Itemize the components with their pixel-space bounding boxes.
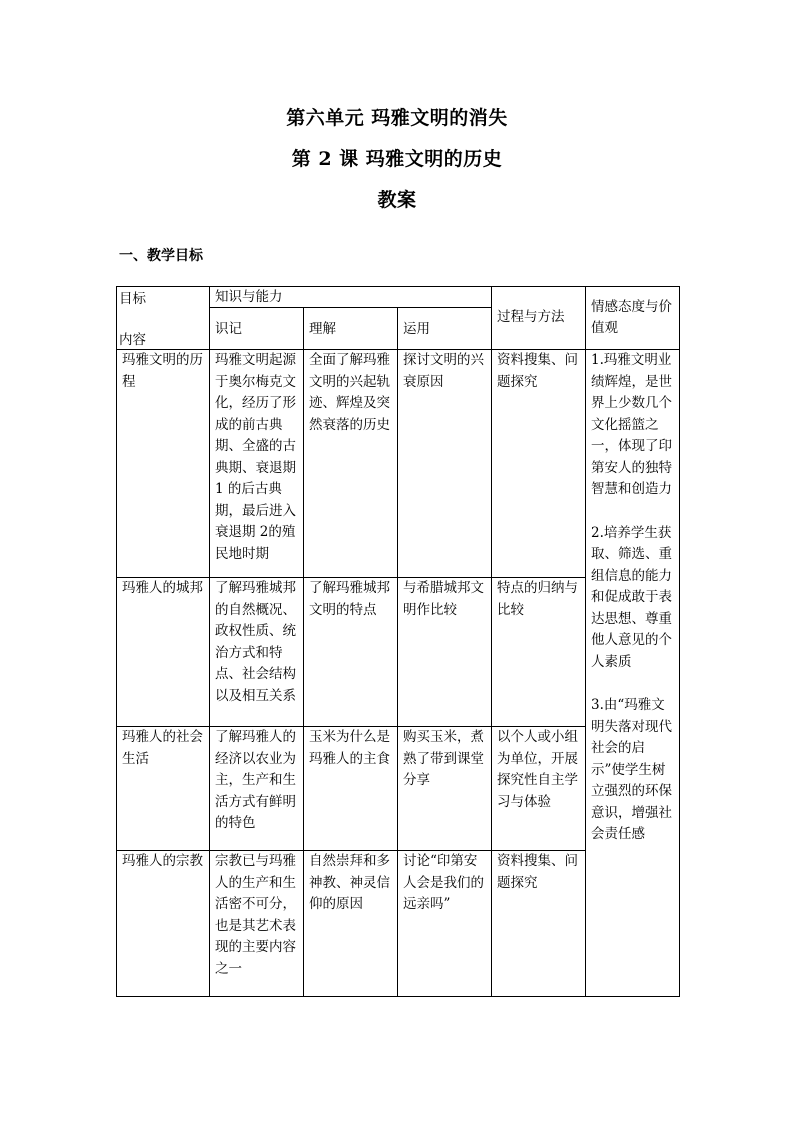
row-apply-cell: 讨论“印第安人会是我们的远亲吗” (398, 851, 492, 997)
lesson-title: 第 2 课 玛雅文明的历史 (291, 148, 503, 170)
row-apply-cell: 探讨文明的兴衰原因 (398, 350, 492, 578)
header-emotion-values: 情感态度与价值观 (586, 287, 680, 350)
header-knowledge-ability: 知识与能力 (210, 287, 492, 308)
row-process-cell: 资料搜集、问题探究 (492, 350, 586, 578)
row-memorize-cell: 了解玛雅人的经济以农业为主，生产和生活方式有鲜明的特色 (210, 727, 304, 851)
row-memorize-cell: 玛雅文明起源于奥尔梅克文化，经历了形成的前古典期、全盛的古典期、衰退期 1 的后古典期，最后进入衰退期 2的殖民地时期 (210, 350, 304, 578)
unit-title: 第六单元 玛雅文明的消失 (286, 107, 508, 129)
header-understand: 理解 (304, 308, 398, 350)
row-apply-cell: 与希腊城邦文明作比较 (398, 578, 492, 727)
row-understand-cell: 自然崇拜和多神教、神灵信仰的原因 (304, 851, 398, 997)
row-memorize-cell: 了解玛雅城邦的自然概况、政权性质、统治方式和特点、社会结构以及相互关系 (210, 578, 304, 727)
row-understand-cell: 了解玛雅城邦文明的特点 (304, 578, 398, 727)
section-heading-teaching-objectives: 一、教学目标 (119, 248, 203, 264)
row-content-cell: 玛雅人的社会生活 (117, 727, 210, 851)
row-understand-cell: 玉米为什么是玛雅人的主食 (304, 727, 398, 851)
header-process-method: 过程与方法 (492, 287, 586, 350)
header-goal-label: 目标 (119, 291, 146, 307)
emotion-goal-2: 2.培养学生获取、筛选、重组信息的能力和促成敢于表达思想、尊重他人意见的个人素质 (591, 524, 673, 670)
row-memorize-cell: 宗教已与玛雅人的生产和生活密不可分，也是其艺术表现的主要内容之一 (210, 851, 304, 997)
row-apply-cell: 购买玉米，煮熟了带到课堂分享 (398, 727, 492, 851)
row-content-cell: 玛雅人的宗教 (117, 851, 210, 997)
row-content-cell: 玛雅文明的历程 (117, 350, 210, 578)
row-process-cell: 以个人或小组为单位，开展探究性自主学习与体验 (492, 727, 586, 851)
row-understand-cell: 全面了解玛雅文明的兴起轨迹、辉煌及突然衰落的历史 (304, 350, 398, 578)
row-process-cell: 特点的归纳与比较 (492, 578, 586, 727)
header-content-label: 内容 (119, 332, 146, 348)
teaching-objectives-table (116, 286, 680, 997)
row-content-cell: 玛雅人的城邦 (117, 578, 210, 727)
table-row (117, 350, 680, 578)
document-type-title: 教案 (377, 189, 417, 211)
header-memorize: 识记 (210, 308, 304, 350)
row-process-cell: 资料搜集、问题探究 (492, 851, 586, 997)
emotion-goal-1: 1.玛雅文明业绩辉煌，是世界上少数几个文化摇篮之一，体现了印第安人的独特智慧和创造力 (591, 352, 673, 497)
table-header-row (117, 287, 680, 308)
emotion-goal-3: 3.由“玛雅文明失落对现代社会的启示”使学生树立强烈的环保意识，增强社会责任感 (591, 697, 673, 842)
header-apply: 运用 (398, 308, 492, 350)
header-corner-cell (117, 287, 210, 350)
emotion-values-cell (586, 350, 680, 997)
